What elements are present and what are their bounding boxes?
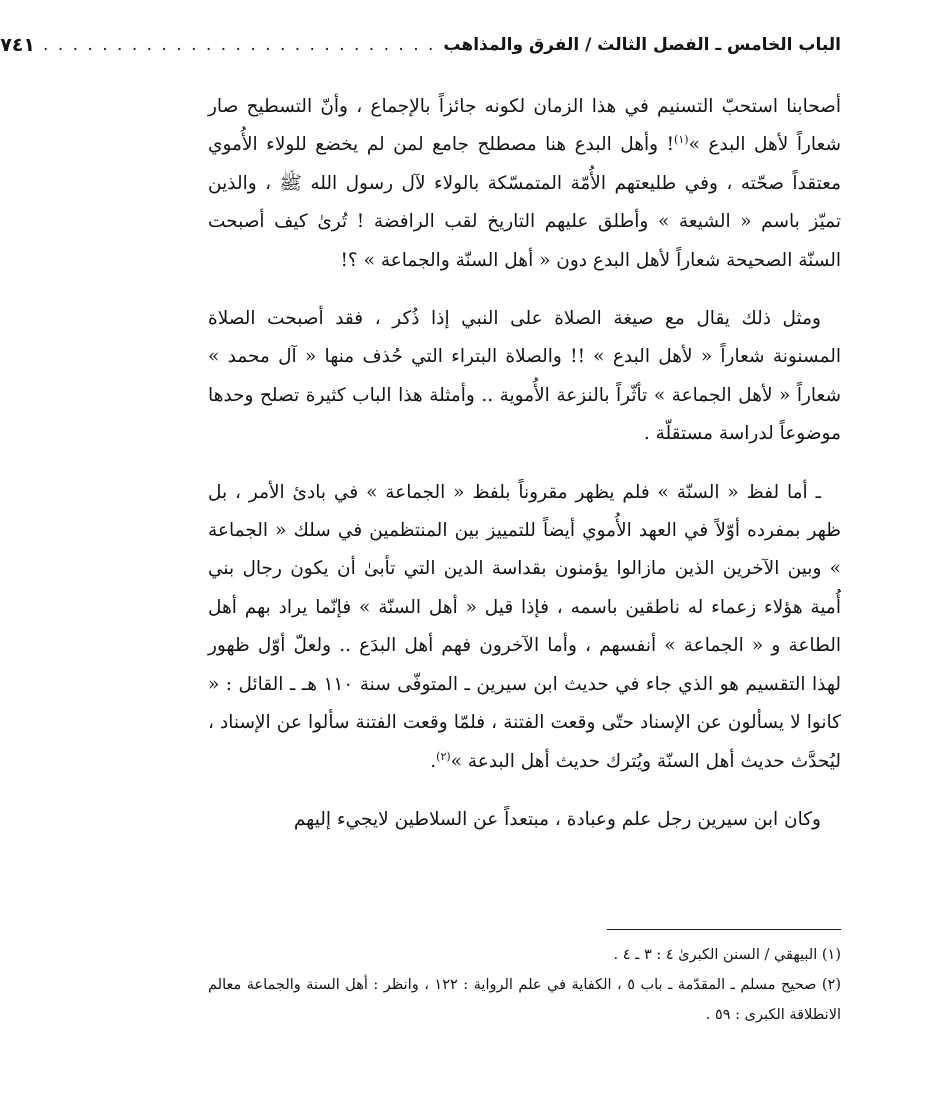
- footnote-ref-1[interactable]: (١): [674, 133, 689, 147]
- paragraph-3-text-b: .: [430, 750, 437, 772]
- paragraph-1: [208, 88, 841, 280]
- leader-dots: . . . . . . . . . . . . . . . . . . . . . . . . . . .: [43, 35, 436, 55]
- footnote-1: (١) البيهقي / السنن الكبرىٰ ٤ : ٣ ـ ٤ .: [613, 947, 841, 963]
- paragraph-4: وكان ابن سيرين رجل علم وعبادة ، مبتعداً عن السلاطين لايجيء إليهم: [293, 808, 821, 830]
- paragraph-1-text-a: أصحابنا استحبّ التسنيم في هذا الزمان لكونه جائزاً بالإجماع ، وأنّ التسطيح صار شعاراً لأهل البدع »: [208, 96, 841, 156]
- running-header: [0, 30, 841, 60]
- footnote-2: (٢) صحيح مسلم ـ المقدّمة ـ باب ٥ ، الكفاية في علم الرواية : ١٢٢ ، وانظر : أهل السنة والجماعة معالم الانطلاقة الكبرى : ٥٩ .: [208, 977, 841, 1023]
- paragraph-1-text-b: ! وأهل البدع هنا مصطلح جامع لمن لم يخضع للولاء الأُموي معتقداً صحّته ، وفي طليعتهم الأُمّة المتمسّكة بالولاء لآل رسول الله ﷺ ، والذين تميّز باسم « الشيعة » وأطلق عليهم التاريخ لقب الرافضة ! تُرىٰ كيف أصبحت السنّة الصحيحة شعاراً لأهل البدع دون « أهل السنّة والجماعة » ؟!: [208, 134, 841, 271]
- paragraph-3: [208, 474, 841, 781]
- footnotes: [208, 940, 841, 1030]
- page-number: ٧٤١: [0, 34, 36, 56]
- paragraph-2: ومثل ذلك يقال مع صيغة الصلاة على النبي إذا ذُكر ، فقد أصبحت الصلاة المسنونة شعاراً « لأهل البدع » !! والصلاة البتراء التي حُذف منها « آل محمد » شعاراً « لأهل الجماعة » تأثّراً بالنزعة الأُموية .. وأمثلة هذا الباب كثيرة تصلح وحدها موضوعاً لدراسة مستقلّة .: [208, 308, 841, 445]
- footnote-ref-2[interactable]: (٢): [436, 749, 451, 763]
- footnote-separator: [607, 929, 841, 930]
- chapter-title: الباب الخامس ـ الفصل الثالث / الفرق والمذاهب: [443, 35, 841, 55]
- paragraph-3-text-a: ـ أما لفظ « السنّة » فلم يظهر مقروناً بلفظ « الجماعة » في بادئ الأمر ، بل ظهر بمفرده أوّلاً في العهد الأُموي أيضاً للتمييز بين المنتظمين في سلك « الجماعة » وبين الآخرين الذين مازالوا يؤمنون بقداسة الدين التي تأبىٰ أن يكون رجال بني أُمية هؤلاء زعماء له ناطقين باسمه ، فإذا قيل « أهل السنّة » فإنّما يراد بهم أهل الطاعة و « الجماعة » أنفسهم ، وأما الآخرون فهم أهل البدَع .. ولعلّ أوّل ظهور لهذا التقسيم هو الذي جاء في حديث ابن سيرين ـ المتوفّى سنة ١١٠ هـ ـ القائل : « كانوا لا يسألون عن الإسناد حتّى وقعت الفتنة ، فلمّا وقعت الفتنة سألوا عن الإسناد ، ليُحدَّث حديث أهل السنّة ويُترك حديث أهل البدعة »: [208, 481, 841, 772]
- main-text: [208, 88, 841, 839]
